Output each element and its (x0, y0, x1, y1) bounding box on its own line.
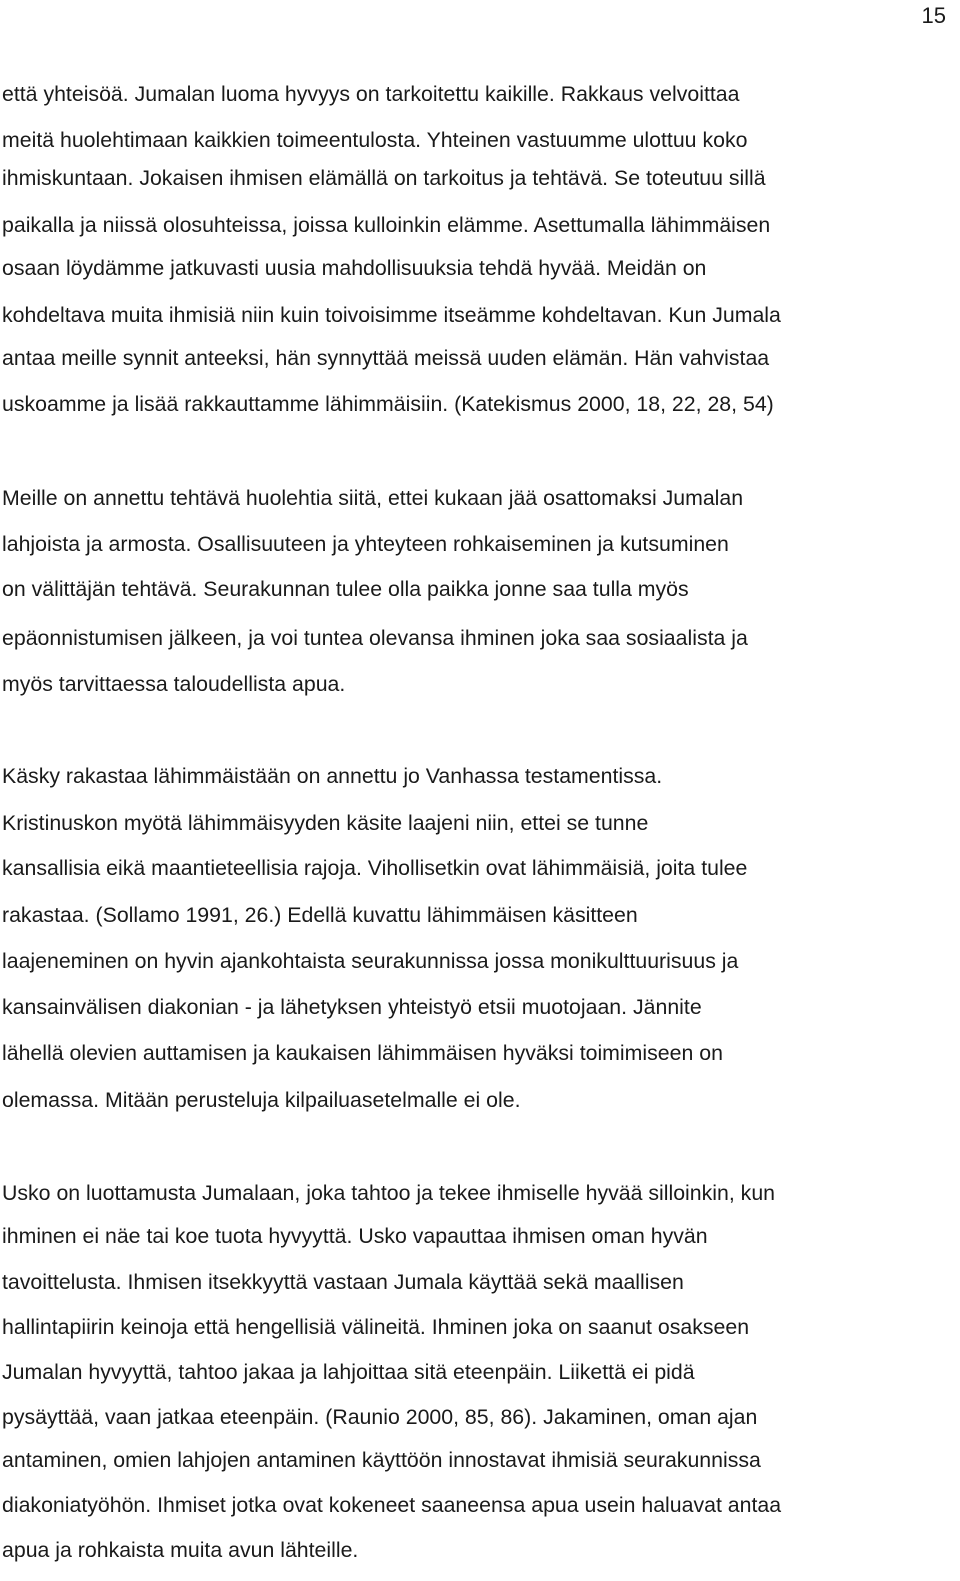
text-line: on välittäjän tehtävä. Seurakunnan tulee olla paikka jonne saa tulla myös (2, 577, 689, 601)
text-line: pysäyttää, vaan jatkaa eteenpäin. (Raunio 2000, 85, 86). Jakaminen, oman ajan (2, 1405, 758, 1429)
text-line: uskoamme ja lisää rakkauttamme lähimmäisiin. (Katekismus 2000, 18, 22, 28, 54) (2, 392, 774, 416)
text-line: apua ja rohkaista muita avun lähteille. (2, 1538, 359, 1562)
text-line: Käsky rakastaa lähimmäistään on annettu jo Vanhassa testamentissa. (2, 764, 663, 788)
text-line: osaan löydämme jatkuvasti uusia mahdollisuuksia tehdä hyvää. Meidän on (2, 256, 707, 280)
text-line: Jumalan hyvyyttä, tahtoo jakaa ja lahjoittaa sitä eteenpäin. Liikettä ei pidä (2, 1360, 695, 1384)
text-line: epäonnistumisen jälkeen, ja voi tuntea olevansa ihminen joka saa sosiaalista ja (2, 626, 748, 650)
text-line: ihmiskuntaan. Jokaisen ihmisen elämällä on tarkoitus ja tehtävä. Se toteutuu sillä (2, 166, 766, 190)
text-line: lahjoista ja armosta. Osallisuuteen ja yhteyteen rohkaiseminen ja kutsuminen (2, 532, 729, 556)
text-line: paikalla ja niissä olosuhteissa, joissa kulloinkin elämme. Asettumalla lähimmäisen (2, 213, 771, 237)
page-number: 15 (921, 3, 946, 28)
text-line: antaminen, omien lahjojen antaminen käyttöön innostavat ihmisiä seurakunnissa (2, 1448, 761, 1472)
text-line: lähellä olevien auttamisen ja kaukaisen lähimmäisen hyväksi toimimiseen on (2, 1041, 723, 1065)
text-line: Usko on luottamusta Jumalaan, joka tahtoo ja tekee ihmiselle hyvää silloinkin, kun (2, 1181, 776, 1205)
text-line: että yhteisöä. Jumalan luoma hyvyys on tarkoitettu kaikille. Rakkaus velvoittaa (2, 82, 740, 106)
text-line: Meille on annettu tehtävä huolehtia siitä, ettei kukaan jää osattomaksi Jumalan (2, 486, 744, 510)
text-line: meitä huolehtimaan kaikkien toimeentulosta. Yhteinen vastuumme ulottuu koko (2, 128, 748, 152)
text-line: hallintapiirin keinoja että hengellisiä välineitä. Ihminen joka on saanut osakseen (2, 1315, 750, 1339)
text-line: rakastaa. (Sollamo 1991, 26.) Edellä kuvattu lähimmäisen käsitteen (2, 903, 638, 927)
text-line: antaa meille synnit anteeksi, hän synnyttää meissä uuden elämän. Hän vahvistaa (2, 346, 770, 370)
text-line: ihminen ei näe tai koe tuota hyvyyttä. Usko vapauttaa ihmisen oman hyvän (2, 1224, 708, 1248)
text-line: kansainvälisen diakonian - ja lähetyksen yhteistyö etsii muotojaan. Jännite (2, 995, 702, 1019)
text-line: olemassa. Mitään perusteluja kilpailuasetelmalle ei ole. (2, 1088, 521, 1112)
text-line: kohdeltava muita ihmisiä niin kuin toivoisimme itseämme kohdeltavan. Kun Jumala (2, 303, 781, 327)
text-line: Kristinuskon myötä lähimmäisyyden käsite laajeni niin, ettei se tunne (2, 811, 649, 835)
text-line: myös tarvittaessa taloudellista apua. (2, 672, 346, 696)
text-line: kansallisia eikä maantieteellisia rajoja. Vihollisetkin ovat lähimmäisiä, joita tulee (2, 856, 748, 880)
text-line: diakoniatyöhön. Ihmiset jotka ovat kokeneet saaneensa apua usein haluavat antaa (2, 1493, 782, 1517)
text-line: laajeneminen on hyvin ajankohtaista seurakunnissa jossa monikulttuurisuus ja (2, 949, 739, 973)
text-line: tavoittelusta. Ihmisen itsekkyyttä vastaan Jumala käyttää sekä maallisen (2, 1270, 684, 1294)
